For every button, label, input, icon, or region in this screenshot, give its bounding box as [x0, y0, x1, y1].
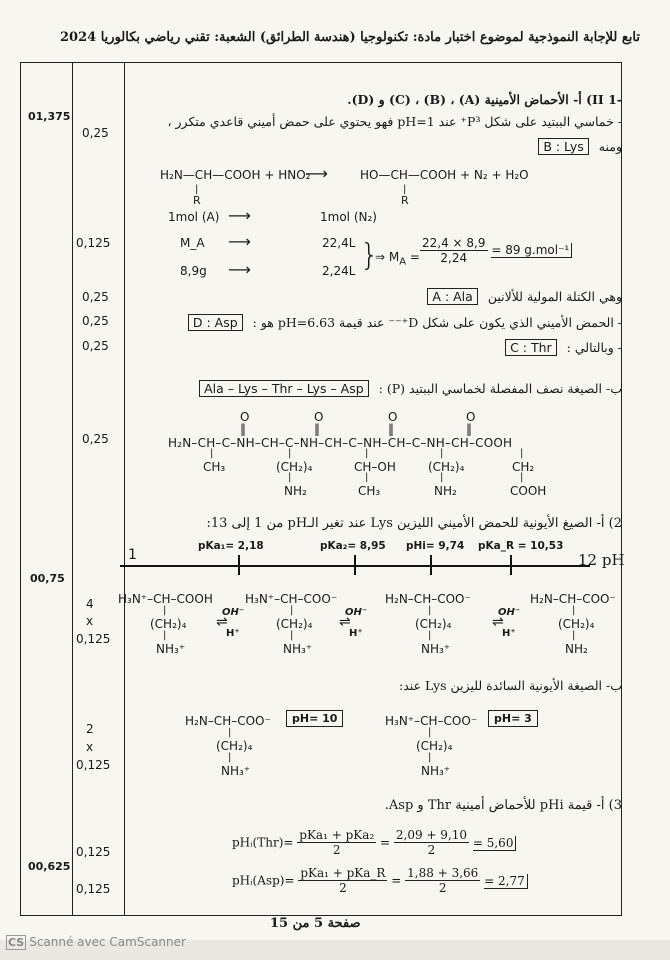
asp-values-num: 1,88 + 3,66 [407, 866, 479, 880]
total-mark-q1: 01,375 [28, 110, 71, 123]
tick-pkar [510, 555, 512, 575]
eq-oh: OH⁻ [498, 607, 521, 618]
carbonyl-o: O [240, 410, 250, 424]
mol-a: 1mol (A) [168, 210, 220, 224]
pka1-label: pKa₁= 2,18 [198, 540, 264, 552]
bond: | [428, 752, 432, 763]
q1-line2-text: ومنه [598, 139, 622, 154]
bond: | [428, 630, 432, 641]
asp-formula-num: pKa₁ + pKa_R [300, 866, 386, 880]
ionic-form-1: H₃N⁺–CH–COOH [118, 592, 213, 606]
q1-line2 [538, 138, 622, 155]
carbonyl-o: O [388, 410, 398, 424]
bond: | [572, 630, 576, 641]
brace: } [360, 238, 380, 273]
dominant-form-ph10: H₂N–CH–COO⁻ [185, 714, 271, 728]
carboxyl-asp: COOH [510, 484, 547, 498]
bond: | [228, 752, 232, 763]
lys-chain: (CH₂)₄ [416, 739, 453, 753]
column-divider-totals [72, 62, 73, 916]
score: 4 [86, 597, 94, 611]
reaction-bond: | [195, 184, 199, 195]
bond: | [572, 605, 576, 616]
thr-text: - وبالتالي : [566, 340, 622, 355]
ma-numerator: 22,4 × 8,9 [422, 236, 486, 250]
ph3-box: pH= 3 [488, 710, 538, 727]
thr-values-num: 2,09 + 9,10 [395, 828, 468, 842]
tick-pka1 [238, 555, 240, 575]
bond: | [163, 630, 167, 641]
lys-chain: (CH₂)₄ [276, 617, 313, 631]
bond: | [428, 605, 432, 616]
side-chain-asp: CH₂ [512, 460, 535, 474]
eq-h: H⁺ [502, 628, 516, 639]
bond: | [228, 727, 232, 738]
pkar-label: pKa_R = 10,53 [478, 540, 564, 552]
lys-chain: (CH₂)₄ [558, 617, 595, 631]
asp-formula-den: 2 [339, 881, 347, 895]
eq-oh: OH⁻ [222, 607, 245, 618]
ionic-form-3: H₂N–CH–COO⁻ [385, 592, 471, 606]
phi-thr-equation: pHᵢ(Thr)= $\frac{\text{pKa₁ + pKa₂}}{2}$ = $\frac{2,09 + 9,10}{2}$ = 5,60 [232, 828, 516, 857]
bond: | [440, 448, 444, 459]
ma-label: M_A [180, 236, 205, 250]
ph10-box: pH= 10 [286, 710, 343, 727]
score: 0,25 [82, 432, 109, 446]
carbonyl-o: O [314, 410, 324, 424]
amine-group: NH₂ [565, 642, 588, 656]
score: 0,125 [76, 845, 111, 859]
total-mark-q3: 00,625 [28, 860, 71, 873]
reaction-products: HO—CH—COOH + N₂ + H₂O [360, 168, 529, 182]
volume-1: 22,4L [322, 236, 356, 250]
tick-phi [430, 555, 432, 575]
total-mark-q2: 00,75 [30, 572, 65, 585]
scanner-text: Scanné avec CamScanner [29, 935, 186, 949]
asp-text: - الحمض الأميني الذي يكون على شكل D⁺⁻⁻ عند قيمة pH=6.63 هو : [252, 315, 622, 330]
double-bond: ‖ [314, 422, 320, 436]
eq-h: H⁺ [226, 628, 240, 639]
phi-asp-result: = 2,77 [484, 874, 528, 889]
score: 2 [86, 722, 94, 736]
bond: | [163, 605, 167, 616]
answer-box-lys: B : Lys [538, 138, 588, 155]
thr-formula-den: 2 [332, 843, 341, 857]
dominant-form-ph3: H₃N⁺–CH–COO⁻ [385, 714, 478, 728]
score: x [86, 614, 94, 628]
bond: | [428, 727, 432, 738]
thr-line [505, 339, 622, 356]
header-exam-year: بكالوريا 2024 [60, 30, 141, 45]
q1b-title: ب- الصيغة نصف المفصلة لخماسي الببتيد (P) : [378, 381, 622, 396]
ionic-form-4: H₂N–CH–COO⁻ [530, 592, 616, 606]
phi-asp-label: pHᵢ(Asp)= [232, 873, 295, 888]
amine-group: NH₃⁺ [283, 642, 313, 656]
pka2-label: pKa₂= 8,95 [320, 540, 386, 552]
answer-box-asp: D : Asp [188, 314, 243, 331]
equilibrium-arrow: ⇌ [339, 614, 351, 630]
reaction-r-right: R [401, 194, 409, 207]
score: x [86, 740, 94, 754]
score: 0,25 [82, 314, 109, 328]
volume-2: 2,24L [322, 264, 356, 278]
q2b-title: ب- الصيغة الأيونية السائدة لليزين Lys عند: [399, 678, 622, 693]
q1-title: -II 1) أ- الأحماض الأمينية (A) ، (B) ، (C) و (D). [347, 92, 622, 107]
scanner-watermark [6, 935, 186, 950]
q2-title: 2) أ- الصيغ الأيونية للحمض الأميني الليزين Lys عند تغير الـpH من 1 إلى 13: [206, 516, 622, 531]
bond: | [365, 472, 369, 483]
side-chain-lys: (CH₂)₄ [276, 460, 313, 474]
axis-end: 12 pH [578, 551, 625, 569]
phi-thr-label: pHᵢ(Thr)= [232, 835, 294, 850]
score: 0,125 [76, 882, 111, 896]
tick-pka2 [354, 555, 356, 575]
amine-group: NH₃⁺ [221, 764, 251, 778]
score: 0,125 [76, 632, 111, 646]
equilibrium-arrow: ⇌ [492, 614, 504, 630]
eq-oh: OH⁻ [345, 607, 368, 618]
equilibrium-arrow: ⇌ [216, 614, 228, 630]
reaction-reactants: H₂N—CH—COOH + HNO₂ [160, 168, 311, 182]
side-chain-lys: (CH₂)₄ [428, 460, 465, 474]
ionic-form-2: H₃N⁺–CH–COO⁻ [245, 592, 338, 606]
phi-thr-result: = 5,60 [473, 836, 517, 851]
mass-label: 8,9g [180, 264, 207, 278]
eq-h: H⁺ [349, 628, 363, 639]
bond: | [288, 472, 292, 483]
bond: | [210, 448, 214, 459]
score: 0,25 [82, 339, 109, 353]
bond: | [288, 448, 292, 459]
score: 0,125 [76, 758, 111, 772]
score: 0,25 [82, 126, 109, 140]
column-divider-scores [124, 62, 125, 916]
ala-line [427, 288, 622, 305]
methyl-thr: CH₃ [358, 484, 381, 498]
page-header [60, 30, 640, 54]
side-chain-ala: CH₃ [203, 460, 226, 474]
peptide-backbone: H₂N–CH–C–NH–CH–C–NH–CH–C–NH–CH–C–NH–CH–COOH [168, 436, 513, 450]
lys-chain: (CH₂)₄ [150, 617, 187, 631]
camscanner-logo: CS [8, 936, 25, 949]
reaction-arrow: ⟶ [305, 164, 328, 183]
ma-denominator: 2,24 [440, 251, 468, 265]
bond: | [520, 472, 524, 483]
reaction-r-left: R [193, 194, 201, 207]
axis-start: 1 [128, 547, 137, 563]
double-bond: ‖ [466, 422, 472, 436]
amine-group: NH₃⁺ [421, 642, 451, 656]
bond: | [520, 448, 524, 459]
phi-label: pHi= 9,74 [406, 540, 465, 552]
double-bond: ‖ [240, 422, 246, 436]
q1-line1: - خماسي الببتيد على شكل P³⁺ عند pH=1 فهو يحتوي على حمض أميني قاعدي متكرر ، [167, 114, 622, 129]
q3-title: 3) أ- قيمة pHi للأحماض أمينية Thr و Asp. [384, 798, 622, 813]
implies: ⇒ $M_A$ = [375, 250, 420, 268]
amine-group: NH₃⁺ [156, 642, 186, 656]
score: 0,25 [82, 290, 109, 304]
amine-lys: NH₂ [284, 484, 307, 498]
thr-values-den: 2 [427, 843, 436, 857]
phi-asp-equation: pHᵢ(Asp)= $\frac{\text{pKa₁ + pKa\_R}}{2}$ = $\frac{1,88 + 3,66}{2}$ = 2,77 [232, 866, 528, 895]
peptide-sequence-box: Ala – Lys – Thr – Lys – Asp [199, 380, 369, 397]
q1b-line [199, 380, 622, 397]
ma-result: = 89 g.mol⁻¹ [491, 243, 572, 258]
score: 0,125 [76, 236, 111, 250]
ala-text: وهي الكتلة المولية للألانين [487, 289, 622, 304]
carbonyl-o: O [466, 410, 476, 424]
arrow: ⟶ [228, 260, 251, 279]
lys-chain: (CH₂)₄ [415, 617, 452, 631]
answer-box-ala: A : Ala [427, 288, 477, 305]
asp-values-den: 2 [438, 881, 447, 895]
amine-lys: NH₂ [434, 484, 457, 498]
bond: | [290, 630, 294, 641]
page-number: صفحة 5 من 15 [270, 916, 361, 931]
bond: | [365, 448, 369, 459]
amine-group: NH₃⁺ [421, 764, 451, 778]
side-chain-thr: CH–OH [354, 460, 396, 474]
mol-n2: 1mol (N₂) [320, 210, 377, 224]
reaction-bond: | [403, 184, 407, 195]
thr-formula-num: pKa₁ + pKa₂ [299, 828, 375, 842]
bond: | [290, 605, 294, 616]
answer-box-thr: C : Thr [505, 339, 557, 356]
lys-chain: (CH₂)₄ [216, 739, 253, 753]
header-subject: تابع للإجابة النموذجية لموضوع اختبار مادة: تكنولوجيا (هندسة الطرائق) الشعبة: تقني رياضي [144, 30, 640, 45]
arrow: ⟶ [228, 232, 251, 251]
asp-line [188, 314, 622, 331]
arrow: ⟶ [228, 206, 251, 225]
bond: | [440, 472, 444, 483]
double-bond: ‖ [388, 422, 394, 436]
ma-fraction [420, 236, 572, 265]
